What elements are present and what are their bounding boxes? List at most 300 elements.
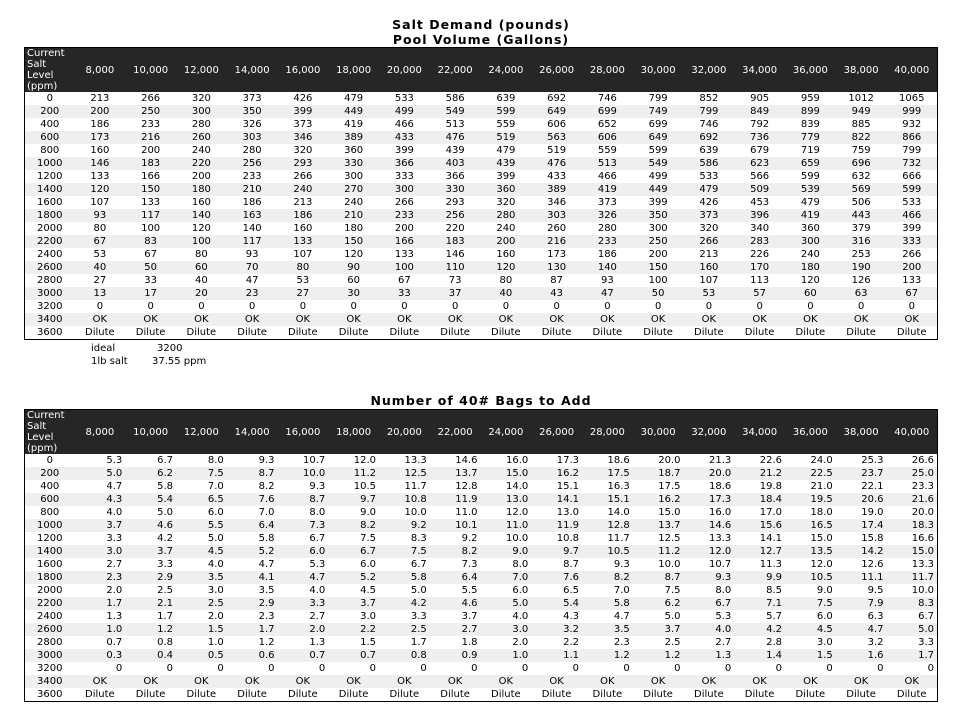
value-cell: 7.5 [176,467,227,480]
value-cell: 53 [93,249,107,260]
value-cell: 0 [857,301,865,312]
value-cell: 732 [887,157,938,170]
value-cell: 736 [734,131,785,144]
value-cell: 0 [705,301,713,312]
volume-header: 10,000 [125,48,176,93]
value-cell: 799 [648,93,668,104]
value-cell: 180 [176,183,227,196]
value-cell: Dilute [288,327,318,338]
salt-level-cell: 400 [40,119,60,130]
value-cell: 1.1 [531,649,582,662]
value-cell: 21.2 [734,467,785,480]
table-row [25,300,938,313]
value-cell: 303 [531,209,582,222]
value-cell: 280 [481,209,532,222]
value-cell: Dilute [846,327,876,338]
value-cell: 67 [398,275,411,286]
value-cell: 346 [278,131,329,144]
value-cell: 220 [176,157,227,170]
value-cell: 300 [176,105,227,118]
value-cell: 399 [394,145,414,156]
value-cell: 4.5 [785,623,836,636]
value-cell: 443 [836,209,887,222]
value-cell: OK [734,313,785,326]
value-cell: Dilute [744,327,775,338]
value-cell: 200 [75,105,126,118]
value-cell: 5.0 [410,585,427,596]
value-cell: 0 [807,301,814,312]
volume-header: 24,000 [481,48,532,93]
value-cell: 266 [684,235,735,248]
value-cell: 1065 [899,93,925,104]
value-cell: 506 [851,197,871,208]
value-cell: 5.0 [481,597,532,610]
value-cell: 0 [318,663,326,674]
value-cell: 53 [684,287,735,300]
value-cell: 533 [902,197,922,208]
value-cell: 439 [481,157,532,170]
value-cell: OK [125,313,176,326]
volume-header: 32,000 [684,410,735,455]
value-cell: 350 [633,209,684,222]
value-cell: 1.0 [207,637,224,648]
value-cell: 50 [633,287,684,300]
value-cell: 466 [597,171,617,182]
value-cell: 399 [278,105,329,118]
value-cell: 905 [750,93,770,104]
value-cell: 3.3 [410,611,427,622]
value-cell: 100 [141,223,161,234]
value-cell: 10.0 [911,585,934,596]
value-cell: 213 [90,93,110,104]
value-cell: 373 [684,209,735,222]
value-cell: 180 [344,223,364,234]
value-cell: 80 [499,275,513,286]
value-cell: 10.7 [708,559,732,570]
volume-header: 26,000 [531,48,582,93]
value-cell: Dilute [440,327,470,338]
value-cell: 1.3 [309,637,326,648]
value-cell: 16.5 [785,519,836,532]
volume-header: 12,000 [176,48,227,93]
value-cell: 20.0 [684,467,735,480]
value-cell: 6.0 [278,545,329,558]
value-cell: 160 [191,197,211,208]
value-cell: 6.7 [309,533,326,544]
value-cell: 0.4 [125,649,176,662]
value-cell: 5.4 [125,493,176,506]
value-cell: OK [481,675,532,688]
value-cell: 479 [344,93,364,104]
volume-header: 10,000 [125,410,176,455]
value-cell: 6.5 [176,493,227,506]
value-cell: Dilute [896,689,927,700]
value-cell: 8.7 [227,467,278,480]
value-cell: 699 [648,119,668,130]
value-cell: 3.3 [157,559,173,570]
value-cell: 599 [887,183,938,196]
value-cell: 759 [851,145,871,156]
value-cell: 749 [633,105,684,118]
value-cell: 719 [800,145,820,156]
salt-level-cell: 1800 [25,571,75,584]
value-cell: 8.3 [887,597,938,610]
value-cell: 3.0 [75,545,126,558]
volume-header: 16,000 [278,410,329,455]
value-cell: 0 [927,663,934,674]
salt-level-cell: 2000 [37,585,63,596]
volume-header: 18,000 [328,48,379,93]
value-cell: OK [227,675,278,688]
value-cell: 2.5 [157,585,173,596]
value-cell: 1.5 [176,623,227,636]
value-cell: 4.6 [430,597,481,610]
value-cell: 10.7 [302,455,326,466]
value-cell: 9.7 [328,493,379,506]
value-cell: 2.5 [379,623,430,636]
value-cell: OK [379,675,430,688]
value-cell: 3.7 [328,597,379,610]
value-cell: 233 [242,171,262,182]
value-cell: 692 [547,93,567,104]
value-cell: 0 [451,301,459,312]
value-cell: OK [227,313,278,326]
value-cell: 7.9 [836,597,887,610]
value-cell: 11.0 [481,519,532,532]
value-cell: 17.3 [684,493,735,506]
value-cell: OK [430,313,481,326]
value-cell: 200 [648,249,668,260]
value-cell: 2.3 [613,637,630,648]
value-cell: 163 [227,209,278,222]
table-row [25,480,938,493]
value-cell: 213 [699,249,719,260]
value-cell: 7.0 [613,585,630,596]
value-cell: 4.0 [512,611,529,622]
table-row [25,313,938,326]
value-cell: 899 [785,105,836,118]
value-cell: 10.5 [582,545,633,558]
value-cell: 8.5 [766,585,782,596]
value-cell: 186 [597,249,617,260]
value-cell: 4.0 [106,507,123,518]
salt-level-cell: 3400 [25,313,75,326]
value-cell: 5.0 [157,507,173,518]
value-cell: 213 [293,197,313,208]
value-cell: 47 [582,287,633,300]
value-cell: 0 [147,301,154,312]
value-cell: 20.6 [836,493,887,506]
value-cell: 14.6 [684,519,735,532]
value-cell: 7.3 [278,519,329,532]
value-cell: 240 [191,145,211,156]
salt-level-cell: 1400 [25,545,75,558]
value-cell: 186 [278,209,329,222]
value-cell: 266 [902,249,922,260]
value-cell: 270 [328,183,379,196]
value-cell: 10.0 [658,559,681,570]
value-cell: 107 [699,275,719,286]
value-cell: 8.0 [715,585,732,596]
value-cell: 659 [785,157,836,170]
value-cell: Dilute [237,327,267,338]
table-row [25,222,938,235]
value-cell: 499 [648,171,668,182]
value-cell: 80 [195,249,208,260]
volume-header: 34,000 [734,48,785,93]
value-cell: OK [75,675,126,688]
value-cell: 959 [800,93,820,104]
value-cell: 2.8 [766,637,782,648]
value-cell: 623 [734,157,785,170]
table-row [25,584,938,597]
table-row [25,287,938,300]
value-cell: 93 [75,209,126,222]
value-cell: 639 [699,145,719,156]
value-cell: 639 [496,93,516,104]
value-cell: 4.7 [836,623,887,636]
value-cell: 11.0 [455,507,478,518]
value-cell: 6.5 [563,585,579,596]
value-cell: 8.0 [309,507,326,518]
volume-header: 30,000 [633,410,684,455]
value-cell: Dilute [896,327,927,338]
value-cell: 9.7 [531,545,582,558]
value-cell: 87 [550,275,563,286]
value-cell: 399 [902,223,922,234]
value-cell: 0.7 [278,649,329,662]
salt-level-cell: 0 [46,93,53,104]
value-cell: 183 [125,157,176,170]
value-cell: 7.6 [227,493,278,506]
value-cell: OK [582,675,633,688]
value-cell: 15.0 [810,533,833,544]
value-cell: 27 [93,275,107,286]
value-cell: 350 [227,105,278,118]
value-cell: 2.5 [664,637,681,648]
value-cell: 183 [430,235,481,248]
value-cell: 559 [597,145,617,156]
value-cell: 0 [908,301,915,312]
value-cell: 799 [684,105,735,118]
volume-header: 30,000 [633,48,684,93]
value-cell: 0 [166,663,173,674]
value-cell: 110 [430,261,481,274]
value-cell: 0 [775,663,782,674]
value-cell: 100 [379,261,430,274]
salt-level-cell: 2400 [37,249,63,260]
value-cell: 160 [293,223,313,234]
value-cell: OK [785,675,836,688]
value-cell: Dilute [491,327,521,338]
value-cell: 649 [633,131,684,144]
value-cell: 839 [800,119,820,130]
salt-level-cell: 1400 [25,183,75,196]
value-cell: 4.0 [684,623,735,636]
table-row [25,248,938,261]
value-cell: 8.7 [278,493,329,506]
salt-level-cell: 200 [25,467,75,480]
volume-header: 22,000 [430,410,481,455]
value-cell: 160 [90,145,110,156]
salt-level-cell: 3200 [37,663,63,674]
value-cell: 360 [481,183,532,196]
value-cell: Dilute [288,689,318,700]
salt-level-cell: 400 [40,481,60,492]
value-cell: 8.3 [410,533,427,544]
value-cell: 1.5 [360,637,376,648]
value-cell: 19.8 [759,481,782,492]
value-cell: 40 [481,287,532,300]
value-cell: 186 [242,197,262,208]
value-cell: 11.9 [430,493,481,506]
salt-level-cell: 2600 [25,623,75,636]
value-cell: OK [531,313,582,326]
value-cell: 1.2 [582,649,633,662]
value-cell: 4.3 [75,493,126,506]
value-cell: 16.2 [633,493,684,506]
value-cell: OK [582,313,633,326]
value-cell: 999 [887,105,938,118]
value-cell: 330 [430,183,481,196]
value-cell: 9.3 [258,455,275,466]
value-cell: 14.1 [759,533,782,544]
value-cell: 120 [481,261,532,274]
value-cell: 559 [496,119,516,130]
value-cell: OK [176,675,227,688]
value-cell: 130 [531,261,582,274]
value-cell: Dilute [744,689,775,700]
value-cell: OK [684,313,735,326]
value-cell: 216 [125,131,176,144]
salt-demand-table [24,47,938,340]
volume-header: 32,000 [684,48,735,93]
value-cell: 3.5 [582,623,633,636]
value-cell: 5.0 [75,467,126,480]
value-cell: 6.4 [227,519,278,532]
table-row [25,545,938,558]
value-cell: 10.5 [785,571,836,584]
value-cell: 67 [75,235,126,248]
value-cell: 499 [379,105,430,118]
value-cell: 533 [394,93,414,104]
value-cell: 3.7 [461,611,478,622]
value-cell: 17.5 [582,467,633,480]
value-cell: 2.0 [106,585,123,596]
value-cell: 173 [75,131,126,144]
value-cell: 20.0 [911,507,934,518]
value-cell: 7.6 [531,571,582,584]
value-cell: 133 [141,197,161,208]
value-cell: 3.3 [106,533,123,544]
salt-level-cell: 3000 [25,287,75,300]
value-cell: 9.3 [309,481,326,492]
value-cell: 11.7 [887,571,938,584]
value-cell: Dilute [237,689,267,700]
value-cell: 107 [90,197,110,208]
value-cell: 12.5 [658,533,681,544]
value-cell: 30 [328,287,379,300]
value-cell: 479 [800,197,820,208]
value-cell: 932 [902,119,922,130]
value-cell: 16.2 [531,467,582,480]
value-cell: 23.3 [911,481,934,492]
value-cell: 476 [531,157,582,170]
value-cell: 43 [531,287,582,300]
value-cell: 509 [734,183,785,196]
value-cell: 419 [344,119,364,130]
value-cell: 0 [756,301,763,312]
value-cell: 2.2 [563,637,579,648]
value-cell: 4.7 [258,559,275,570]
value-cell: 5.2 [328,571,379,584]
value-cell: 1.6 [836,649,887,662]
value-cell: 25.3 [861,455,884,466]
value-cell: 566 [750,171,770,182]
value-cell: 13.0 [556,507,579,518]
value-cell: 18.6 [607,455,630,466]
value-cell: 1.2 [633,649,684,662]
value-cell: 80 [93,223,107,234]
value-cell: 6.7 [684,597,735,610]
value-cell: 280 [242,145,262,156]
value-cell: 3.0 [481,623,532,636]
value-cell: 4.6 [125,519,176,532]
salt-per-pound-value: 37.55 ppm [152,356,207,367]
volume-header: 26,000 [531,410,582,455]
value-cell: 7.3 [461,559,478,570]
value-cell: 539 [785,183,836,196]
value-cell: 293 [278,157,329,170]
value-cell: 6.0 [816,611,833,622]
value-cell: 9.0 [360,507,376,518]
volume-header: 16,000 [278,48,329,93]
value-cell: 7.5 [379,545,430,558]
value-cell: 9.0 [816,585,833,596]
value-cell: 12.5 [379,467,430,480]
value-cell: 40 [75,261,126,274]
value-cell: Dilute [85,327,115,338]
value-cell: 419 [582,183,633,196]
value-cell: 849 [734,105,785,118]
value-cell: 0 [217,663,224,674]
value-cell: 1.7 [227,623,278,636]
value-cell: OK [734,675,785,688]
value-cell: 696 [836,157,887,170]
value-cell: 3.3 [918,637,934,648]
value-cell: OK [785,313,836,326]
salt-per-pound-label: 1lb salt [91,356,128,367]
table-row [25,170,938,183]
value-cell: 240 [496,223,516,234]
value-cell: 240 [344,197,364,208]
value-cell: 166 [141,171,161,182]
value-cell: 599 [481,105,532,118]
value-cell: 233 [582,235,633,248]
value-cell: 5.8 [582,597,633,610]
value-cell: 50 [125,261,176,274]
value-cell: 0 [299,301,307,312]
value-cell: 253 [851,249,871,260]
value-cell: 280 [597,223,617,234]
value-cell: 399 [496,171,516,182]
table-row [25,636,938,649]
value-cell: 0 [502,301,510,312]
table-row [25,675,938,688]
value-cell: 117 [227,235,278,248]
value-cell: 17.3 [556,455,579,466]
value-cell: 746 [597,93,617,104]
